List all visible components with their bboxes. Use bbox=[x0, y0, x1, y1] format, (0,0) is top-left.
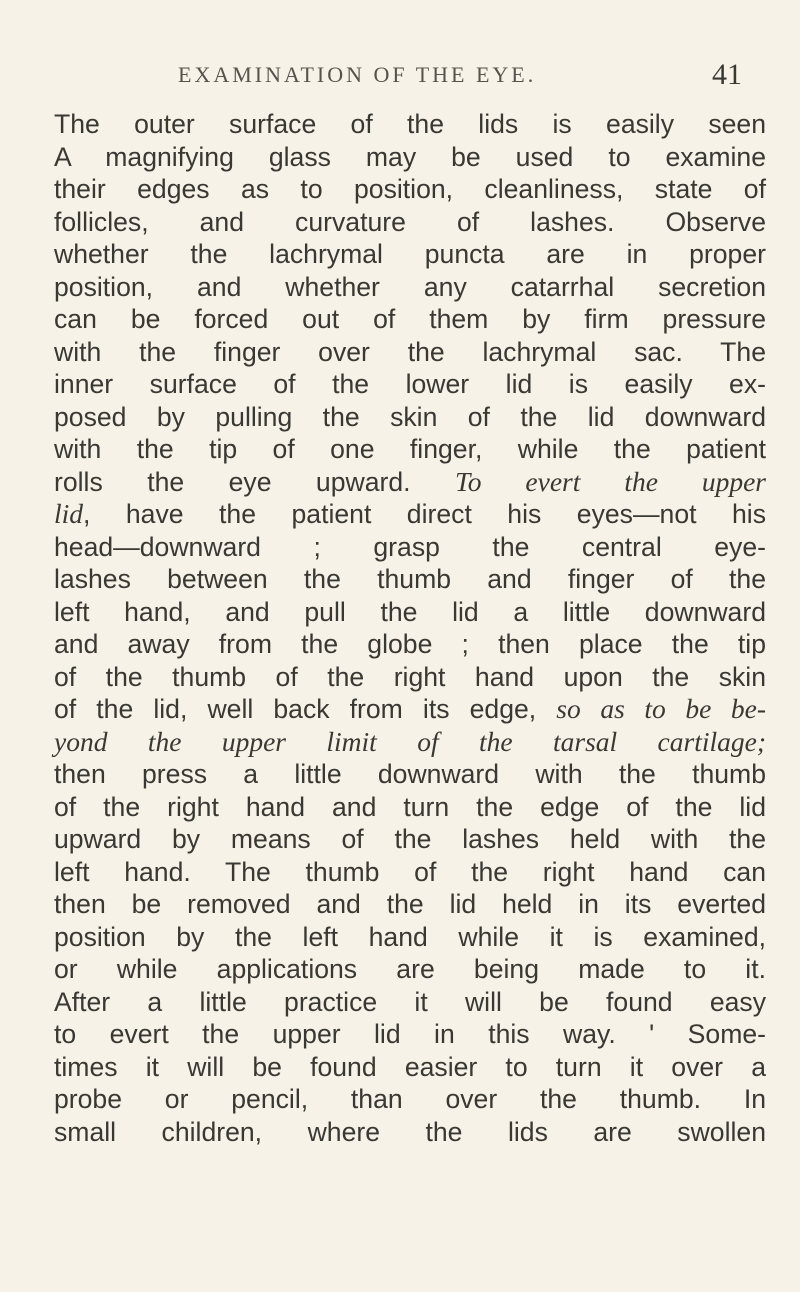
text-line bbox=[54, 661, 766, 694]
text-run: can be forced out of them by firm pressure bbox=[54, 304, 766, 334]
text-line bbox=[54, 173, 766, 206]
text-line bbox=[54, 238, 766, 271]
text-line bbox=[54, 1018, 766, 1051]
text-line bbox=[54, 888, 766, 921]
text-run: small children, where the lids are swollen bbox=[54, 1116, 766, 1147]
text-line bbox=[54, 726, 766, 759]
text-line bbox=[54, 531, 766, 564]
text-line bbox=[54, 1051, 766, 1084]
text-run: with the finger over the lachrymal sac. The bbox=[54, 336, 766, 367]
text-run: left hand. The thumb of the right hand can bbox=[54, 856, 766, 887]
page-header bbox=[0, 58, 800, 102]
text-run: lashes between the thumb and finger of the bbox=[54, 564, 766, 594]
text-run: with the tip of one finger, while the patient bbox=[54, 434, 766, 464]
text-line bbox=[54, 401, 766, 434]
text-line bbox=[54, 336, 766, 369]
text-run: rolls the eye upward. bbox=[54, 466, 455, 497]
text-run: position by the left hand while it is examined, bbox=[54, 921, 766, 952]
italic-text-run: so as to be be- bbox=[556, 693, 766, 724]
italic-text-run: yond the upper limit of the tarsal cartilage; bbox=[54, 725, 766, 757]
text-line bbox=[54, 271, 766, 304]
running-title: EXAMINATION OF THE EYE. bbox=[178, 62, 537, 87]
text-run: position, and whether any catarrhal secretion bbox=[54, 271, 766, 302]
text-run: their edges as to position, cleanliness, state of bbox=[54, 174, 766, 204]
text-line bbox=[54, 856, 766, 889]
text-line bbox=[54, 466, 766, 499]
text-run: or while applications are being made to it. bbox=[54, 954, 766, 984]
text-run: whether the lachrymal puncta are in proper bbox=[54, 239, 766, 269]
text-line bbox=[54, 206, 766, 239]
text-run: left hand, and pull the lid a little downward bbox=[54, 596, 766, 627]
text-run: , have the patient direct his eyes—not his bbox=[83, 499, 766, 529]
text-line bbox=[54, 986, 766, 1019]
text-run: After a little practice it will be found easy bbox=[54, 986, 766, 1017]
italic-text-run: lid bbox=[54, 498, 84, 529]
text-line bbox=[54, 791, 766, 824]
text-run: then press a little downward with the thumb bbox=[54, 759, 766, 789]
text-line bbox=[54, 596, 766, 629]
text-line bbox=[54, 823, 766, 856]
body-paragraph bbox=[54, 108, 766, 1148]
text-run: head—downward ; grasp the central eye- bbox=[54, 531, 766, 562]
text-line bbox=[54, 433, 766, 466]
text-line bbox=[54, 498, 766, 531]
text-line bbox=[54, 921, 766, 954]
text-run: of the right hand and turn the edge of the lid bbox=[54, 791, 766, 822]
text-line bbox=[54, 141, 766, 174]
text-run: The outer surface of the lids is easily seen bbox=[54, 109, 766, 139]
text-line bbox=[54, 1116, 766, 1149]
text-run: and away from the globe ; then place the tip bbox=[54, 629, 766, 659]
text-run: follicles, and curvature of lashes. Observe bbox=[54, 206, 766, 237]
text-run: inner surface of the lower lid is easily ex- bbox=[54, 369, 766, 399]
text-run: of the thumb of the right hand upon the skin bbox=[54, 661, 766, 692]
text-run: then be removed and the lid held in its everted bbox=[54, 889, 766, 919]
text-run: probe or pencil, than over the thumb. In bbox=[54, 1084, 766, 1114]
italic-text-run: To evert the upper bbox=[454, 465, 766, 497]
text-line bbox=[54, 693, 766, 726]
text-run: of the lid, well back from its edge, bbox=[54, 694, 557, 724]
text-run: A magnifying glass may be used to examine bbox=[54, 141, 766, 172]
text-line bbox=[54, 1083, 766, 1116]
text-line bbox=[54, 628, 766, 661]
text-line bbox=[54, 303, 766, 336]
page-number: 41 bbox=[712, 58, 742, 91]
text-run: to evert the upper lid in this way. ' Some- bbox=[54, 1019, 766, 1049]
text-run: upward by means of the lashes held with the bbox=[54, 824, 766, 854]
text-run: posed by pulling the skin of the lid downward bbox=[54, 401, 766, 432]
text-line bbox=[54, 563, 766, 596]
text-line bbox=[54, 368, 766, 401]
text-line bbox=[54, 758, 766, 791]
text-line bbox=[54, 108, 766, 141]
text-line bbox=[54, 953, 766, 986]
text-run: times it will be found easier to turn it over a bbox=[54, 1051, 766, 1082]
